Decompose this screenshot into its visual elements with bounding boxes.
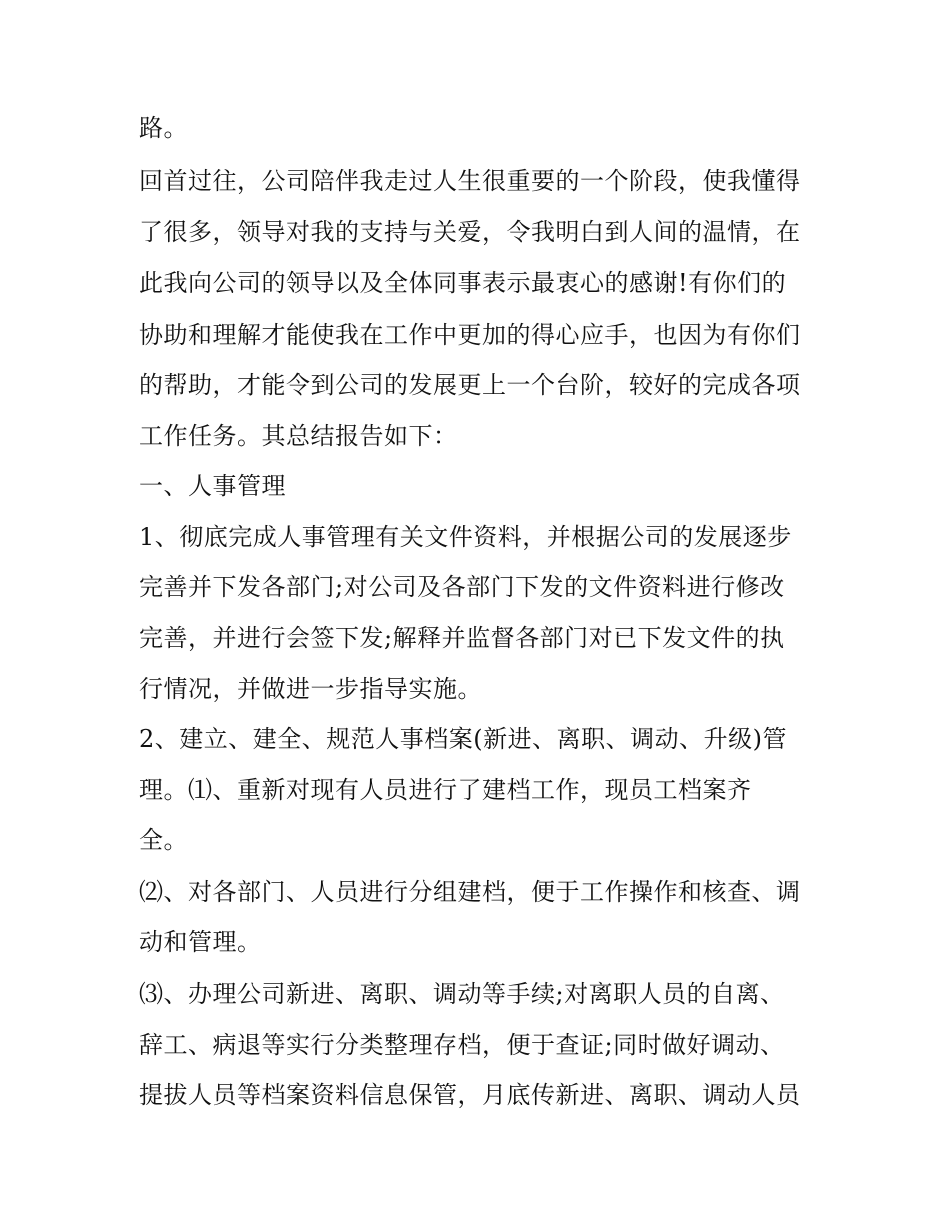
- text-line: 全。: [139, 826, 188, 854]
- text-line: 的帮助，才能令到公司的发展更上一个台阶，较好的完成各项: [139, 371, 801, 399]
- text-line: 完善，并进行会签下发;解释并监督各部门对已下发文件的执: [139, 624, 785, 652]
- text-line: 完善并下发各部门;对公司及各部门下发的文件资料进行修改: [139, 573, 785, 601]
- text-line: ⑶、办理公司新进、离职、调动等手续;对离职人员的自离、: [139, 980, 785, 1008]
- text-line: 2、建立、建全、规范人事档案(新进、离职、调动、升级)管: [139, 725, 787, 753]
- text-line: 路。: [139, 114, 188, 142]
- text-line: 辞工、病退等实行分类整理存档，便于查证;同时做好调动、: [139, 1031, 785, 1059]
- text-line: 协助和理解才能使我在工作中更加的得心应手，也因为有你们: [139, 321, 801, 349]
- text-line: 提拔人员等档案资料信息保管，月底传新进、离职、调动人员: [139, 1081, 801, 1109]
- text-line: ⑵、对各部门、人员进行分组建档，便于工作操作和核查、调: [139, 878, 801, 906]
- text-line: 1、彻底完成人事管理有关文件资料，并根据公司的发展逐步: [139, 523, 792, 551]
- text-line: 了很多，领导对我的支持与关爱，令我明白到人间的温情，在: [139, 218, 801, 246]
- text-line: 动和管理。: [139, 928, 262, 956]
- text-line: 此我向公司的领导以及全体同事表示最衷心的感谢!有你们的: [139, 269, 787, 297]
- text-line: 工作任务。其总结报告如下：: [139, 422, 458, 450]
- text-line: 行情况，并做进一步指导实施。: [139, 675, 482, 703]
- text-line: 理。⑴、重新对现有人员进行了建档工作，现员工档案齐: [139, 776, 752, 804]
- section-heading: 一、人事管理: [139, 472, 286, 500]
- text-line: 回首过往，公司陪伴我走过人生很重要的一个阶段，使我懂得: [139, 167, 801, 195]
